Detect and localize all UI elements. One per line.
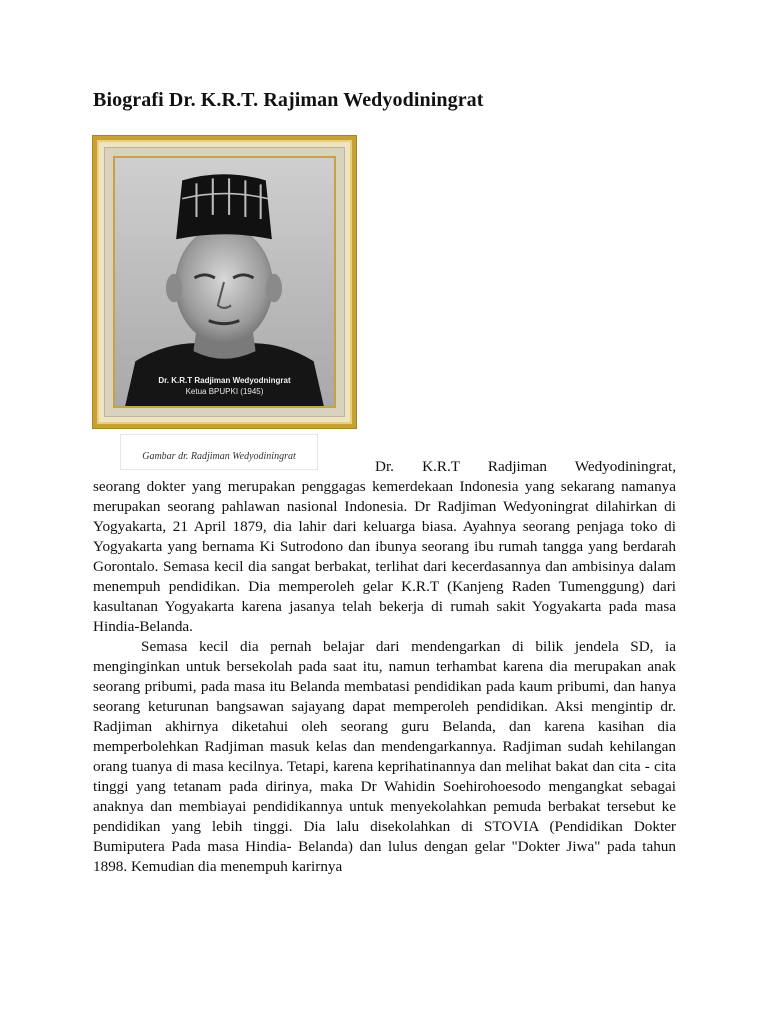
paragraph-1: seorang dokter yang merupakan penggagas kemerdekaan Indonesia yang sekarang namanya merupakan seorang pahlawan nasional Indonesia. Dr Radjiman Wedyoningrat dilahirkan di Yogyakarta, 21 April 1879, dia lahir dari keluarga biasa. Ayahnya seorang penjaga toko di Yogyakarta yang bernama Ki Sutrodono dan ibunya seorang ibu rumah tangga yang berdarah Gorontalo. Semasa kecil dia sangat berbakat, terlihat dari kecerdasannya dan ambisinya dalam menempuh pendidikan. Dia memperoleh gelar K.R.T (Kanjeng Raden Tumenggung) dari kasultanan Yogyakarta karena jasanya telah bekerja di rumah sakit Yogyakarta pada masa Hindia-Belanda. [93, 478, 676, 635]
image-caption: Gambar dr. Radjiman Wedyodiningrat [142, 451, 296, 462]
photo-area [113, 156, 336, 408]
paragraph-1-first-line: Dr. K.R.T Radjiman Wedyodiningrat, [375, 458, 676, 475]
paragraph-2: Semasa kecil dia pernah belajar dari mendengarkan di bilik jendela SD, ia menginginkan untuk bersekolah pada saat itu, namun terhambat karena dia merupakan anak seorang pribumi, pada masa itu Belanda membatasi pendidikan pada kaum pribumi, dan hanya seorang keturunan bangsawan sajayang dapat memperoleh pendidikan. Aksi mengintip dr. Radjiman akhirnya diketahui oleh seorang guru Belanda, dan karena kasihan dia memperbolehkan Radjiman masuk kelas dan mendengarkannya. Radjiman sudah kehilangan orang tuanya di masa kecilnya. Tetapi, karena keprihatinannya dan melihat bakat dan cita - cita tinggi yang tetanam pada dirinya, maka Dr Wahidin Soehirohoesodo mengangkat sebagai anaknya dan membiayai pendidikannya untuk menyekolahkan pemuda berbakat tersebut ke pendidikan yang lebih tinggi. Dia lalu disekolahkan di STOVIA (Pendidikan Dokter Bumiputera Pada masa Hindia- Belanda) dan lulus dengan gelar "Dokter Jiwa" pada tahun 1898. Kemudian dia menempuh karirnya [93, 638, 676, 875]
portrait-photo-icon [115, 158, 334, 406]
frame-mat [104, 147, 345, 417]
body-text [93, 477, 676, 877]
page-title: Biografi Dr. K.R.T. Rajiman Wedyodiningrat [93, 89, 484, 111]
caption-box [120, 434, 318, 470]
photo-overlay-role: Ketua BPUPKI (1945) [185, 387, 264, 396]
photo-overlay-name: Dr. K.R.T Radjiman Wedyodningrat [158, 376, 291, 385]
portrait-frame [93, 136, 356, 428]
